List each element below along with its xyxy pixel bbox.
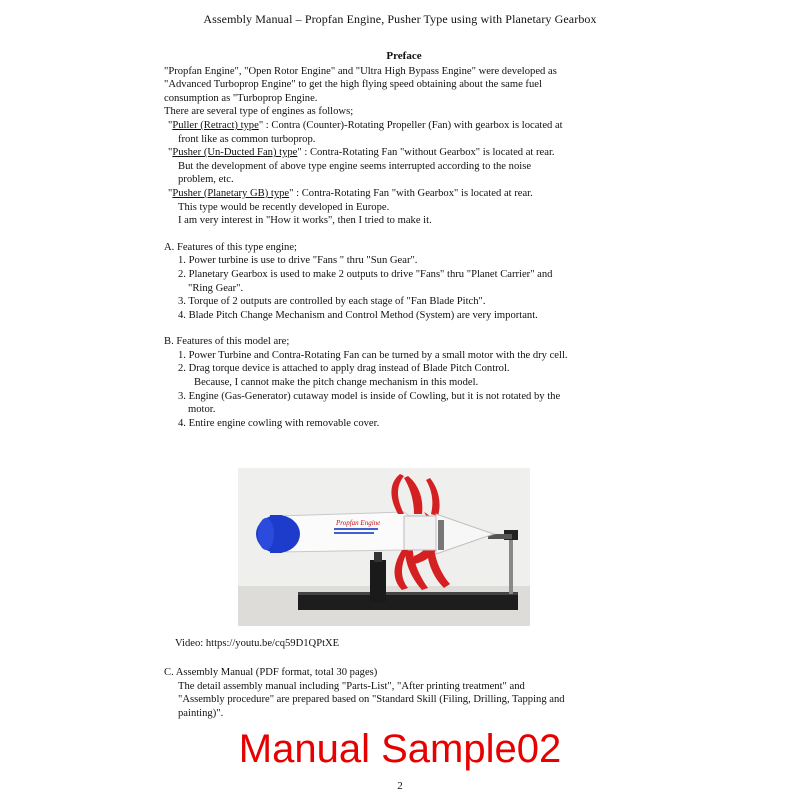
engine-type-desc: This type would be recently developed in Europe. xyxy=(178,201,390,213)
page-header-title: Assembly Manual – Propfan Engine, Pusher Type using with Planetary Gearbox xyxy=(203,12,597,26)
nacelle-label: Propfan Engine xyxy=(336,519,381,527)
section-a-item: 4. Blade Pitch Change Mechanism and Control Method (System) are very important. xyxy=(178,309,538,321)
propfan-model-photo xyxy=(238,468,530,626)
preface-line: "Propfan Engine", "Open Rotor Engine" and "Ultra High Bypass Engine" were developed as xyxy=(164,65,557,77)
engine-type-name: Pusher (Planetary GB) type xyxy=(172,187,290,199)
video-link-text[interactable]: Video: https://youtu.be/cq59D1QPtXE xyxy=(175,638,340,649)
section-b-item-cont: Because, I cannot make the pitch change mechanism in this model. xyxy=(194,377,479,389)
preface-line: There are several type of engines as follows; xyxy=(164,106,354,118)
support-stand xyxy=(370,560,386,602)
engine-type-desc: problem, etc. xyxy=(178,174,234,186)
engine-type-desc: I am very interest in "How it works", then I tried to make it. xyxy=(178,215,432,227)
section-b-heading: B. Features of this model are; xyxy=(164,336,290,348)
section-b-item-cont: motor. xyxy=(188,404,216,416)
section-c-heading: C. Assembly Manual (PDF format, total 30 pages) xyxy=(164,667,378,678)
propfan-model-illustration xyxy=(238,468,530,626)
section-a-item: 3. Torque of 2 outputs are controlled by each stage of "Fan Blade Pitch". xyxy=(178,296,486,308)
section-c-line: painting)". xyxy=(178,707,224,719)
section-a-item-cont: "Ring Gear". xyxy=(188,282,244,294)
engine-type-desc: front like as common turboprop. xyxy=(178,133,316,145)
section-c-line: The detail assembly manual including "Parts-List", "After printing treatment" and xyxy=(178,680,525,692)
section-a-item: 2. Planetary Gearbox is used to make 2 outputs to drive "Fans" thru "Planet Carrier" and xyxy=(178,268,553,280)
preface-line: consumption as "Turboprop Engine. xyxy=(164,92,318,104)
section-b-item: 4. Entire engine cowling with removable cover. xyxy=(178,417,380,429)
section-b-item: 2. Drag torque device is attached to apply drag instead of Blade Pitch Control. xyxy=(178,363,510,375)
section-a-heading: A. Features of this type engine; xyxy=(164,241,297,253)
section-c xyxy=(164,666,644,720)
engine-type-name: Pusher (Un-Ducted Fan) type xyxy=(172,147,298,159)
engine-type-desc: But the development of above type engine seems interrupted according to the noise xyxy=(178,160,532,172)
section-b-item: 1. Power Turbine and Contra-Rotating Fan can be turned by a small motor with the dry cell. xyxy=(178,349,568,361)
section-c-line: "Assembly procedure" are prepared based on "Standard Skill (Filing, Drilling, Tapping and xyxy=(178,694,565,706)
main-text-block xyxy=(164,50,644,430)
engine-type-puller: "Puller (Retract) type" : Contra (Counter)-Rotating Propeller (Fan) with gearbox is located at xyxy=(168,119,563,131)
engine-type-pusher-planetary: "Pusher (Planetary GB) type" : Contra-Rotating Fan "with Gearbox" is located at rear. xyxy=(168,187,533,199)
engine-type-pusher-unducted: "Pusher (Un-Ducted Fan) type" : Contra-Rotating Fan "without Gearbox" is located at rear. xyxy=(168,147,555,159)
rear-support-rod xyxy=(509,538,513,594)
section-a-item: 1. Power turbine is use to drive "Fans " thru "Sun Gear". xyxy=(178,255,418,267)
engine-type-name: Puller (Retract) type xyxy=(172,119,259,131)
manual-sample-watermark: Manual Sample02 xyxy=(238,727,562,771)
preface-title: Preface xyxy=(386,50,422,62)
preface-line: "Advanced Turboprop Engine" to get the high flying speed obtaining about the same fuel xyxy=(164,79,542,91)
page-number: 2 xyxy=(397,780,403,792)
section-b-item: 3. Engine (Gas-Generator) cutaway model is inside of Cowling, but it is not rotated by the xyxy=(178,390,561,402)
